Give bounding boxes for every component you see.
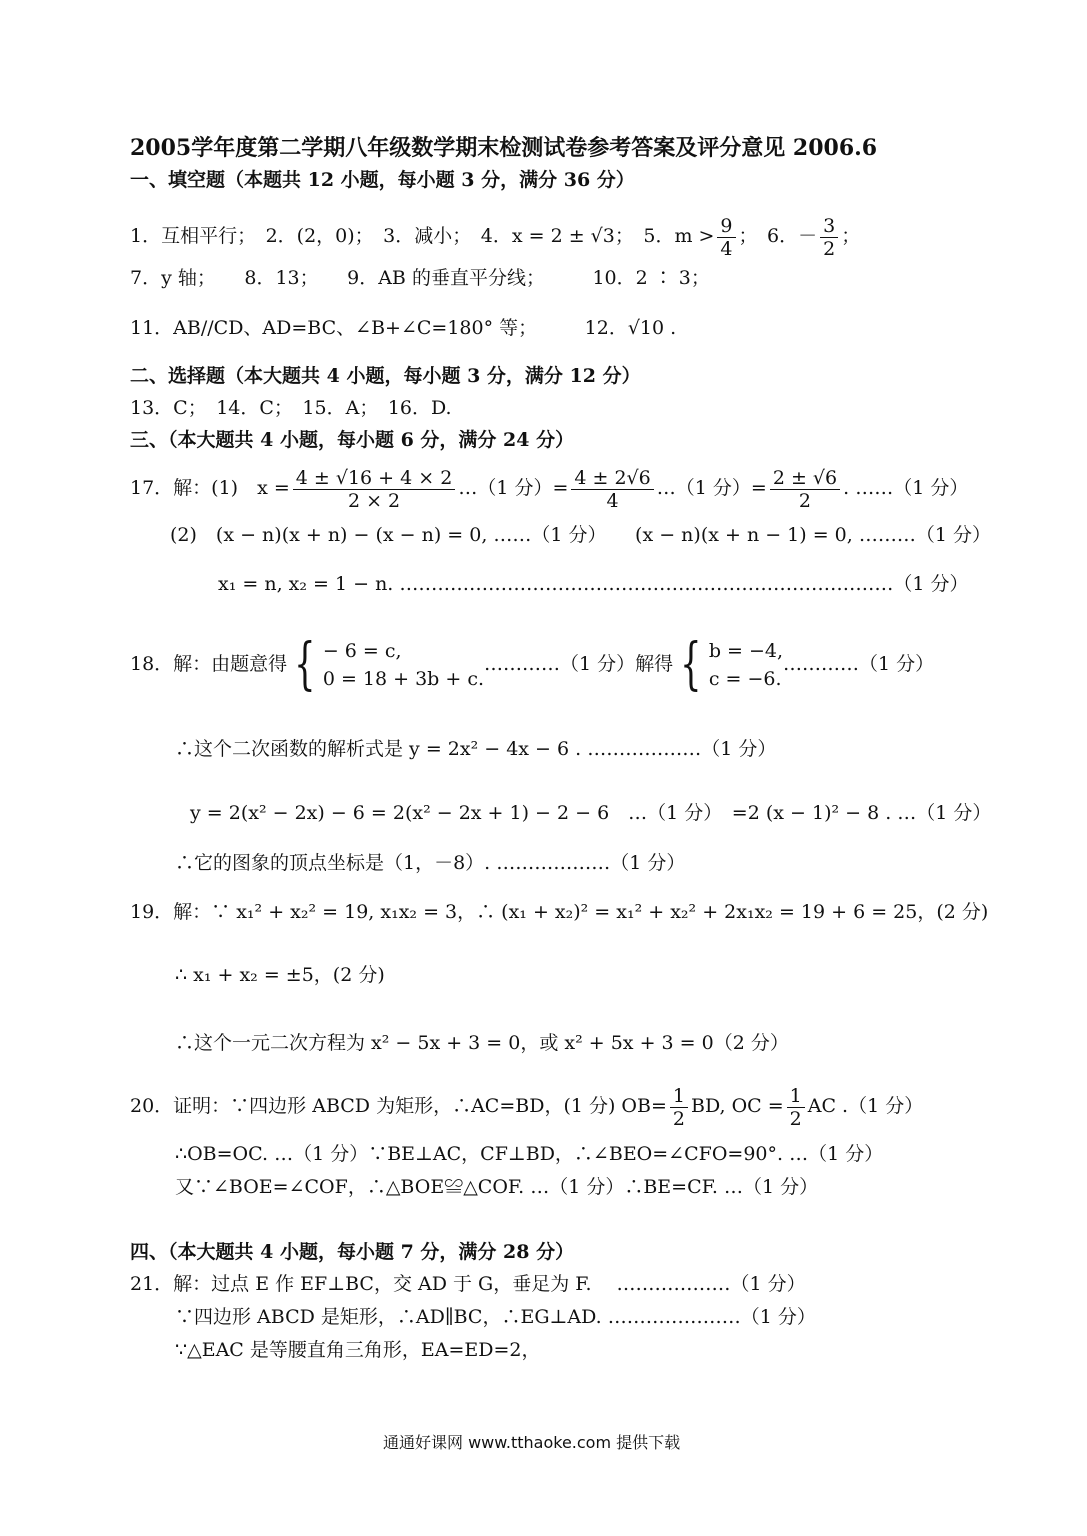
fraction-numerator: 9 [717, 215, 735, 238]
q18-system-2 [673, 632, 784, 697]
fraction-denominator: 2 [823, 237, 836, 260]
equation-row: c = −6. [708, 668, 782, 690]
q18-system-1 [287, 632, 485, 697]
q17-line2: (2) (x − n)(x + n) − (x − n) = 0, ……（1 分） (x − n)(x + n − 1) = 0, ………（1 分） [170, 524, 991, 546]
q17-prefix: 17．解：(1) x = [130, 477, 290, 499]
equation-row: 0 = 18 + 3b + c. [322, 668, 485, 690]
q18-line1 [130, 634, 934, 695]
section1-line2: 7．y 轴； 8．13； 9．AB 的垂直平分线； 10．2 ∶ 3； [130, 267, 710, 289]
q17-fraction-3 [770, 467, 840, 512]
section3-heading: 三、（本大题共 4 小题，每小题 6 分，满分 24 分） [130, 429, 575, 451]
answer-6-suffix: ； [841, 225, 861, 247]
q17-fraction-2 [571, 467, 653, 512]
section1-line3: 11．AB//CD、AD=BC、∠B+∠C=180° 等； 12．√10 . [130, 317, 677, 339]
fraction-numerator: 1 [670, 1085, 688, 1108]
page-title: 2005学年度第二学期八年级数学期末检测试卷参考答案及评分意见 2006.6 [130, 135, 878, 161]
fraction-denominator: 4 [606, 489, 619, 512]
q18-line4: ∴它的图象的顶点坐标是（1，－8）. ………………（1 分） [175, 852, 686, 874]
q20-line2: ∴OB=OC. …（1 分）∵BE⊥AC，CF⊥BD，∴∠BEO=∠CFO=90°. …（1 分） [175, 1143, 884, 1165]
section2-answers: 13．C； 14．C； 15．A； 16．D. [130, 397, 452, 419]
brace-icon: { [294, 632, 316, 697]
section2-heading: 二、选择题（本大题共 4 小题，每小题 3 分，满分 12 分） [130, 365, 641, 387]
q19-line2: ∴ x₁ + x₂ = ±5，(2 分) [175, 964, 385, 986]
answer-6-prefix: ； 6．－ [738, 225, 818, 247]
q18-line3: y = 2(x² − 2x) − 6 = 2(x² − 2x + 1) − 2 − 6 …（1 分） =2 (x − 1)² − 8 . …（1 分） [190, 802, 992, 824]
fraction-denominator: 4 [720, 237, 733, 260]
q18-step: …………（1 分）解得 [484, 653, 674, 675]
q17-step-3: . ……（1 分） [843, 477, 969, 499]
fraction-numerator: 4 ± √16 + 4 × 2 [293, 467, 456, 490]
fraction-numerator: 1 [787, 1085, 805, 1108]
fraction-numerator: 3 [820, 215, 838, 238]
equation-row: − 6 = c, [322, 640, 402, 662]
q21-line3: ∵△EAC 是等腰直角三角形，EA=ED=2， [175, 1339, 541, 1361]
q20-mid: BD, OC = [690, 1095, 784, 1117]
page-footer: 通通好课网 www.tthaoke.com 提供下载 [383, 1433, 681, 1452]
q20-suffix: AC .（1 分） [807, 1095, 924, 1117]
q17-step-1: …（1 分）= [458, 477, 569, 499]
q17-fraction-1 [293, 467, 456, 512]
fraction-numerator: 2 ± √6 [770, 467, 840, 490]
equation-row: b = −4, [708, 640, 784, 662]
q18-prefix: 18．解：由题意得 [130, 653, 288, 675]
fraction-denominator: 2 × 2 [347, 489, 401, 512]
q20-line1 [130, 1082, 923, 1130]
section1-heading: 一、填空题（本题共 12 小题，每小题 3 分，满分 36 分） [130, 169, 635, 191]
q20-fraction-2 [787, 1085, 805, 1130]
q20-prefix: 20．证明：∵四边形 ABCD 为矩形，∴AC=BD，(1 分) OB= [130, 1095, 667, 1117]
q20-line3: 又∵∠BOE=∠COF，∴△BOE≌△COF. …（1 分）∴BE=CF. …（1 分） [175, 1176, 819, 1198]
q19-line1: 19．解：∵ x₁² + x₂² = 19, x₁x₂ = 3，∴ (x₁ + x₂)² = x₁² + x₂² + 2x₁x₂ = 19 + 6 = 25，(2 分) [130, 901, 989, 923]
q17-line3: x₁ = n, x₂ = 1 − n. ……………………………………………………………………（1 分） [218, 573, 969, 595]
fraction-denominator: 2 [798, 489, 811, 512]
section1-line1 [130, 212, 860, 260]
q20-fraction-1 [670, 1085, 688, 1130]
brace-icon: { [680, 632, 702, 697]
fraction-denominator: 2 [672, 1107, 685, 1130]
q17-line1 [130, 464, 968, 512]
fraction-nine-quarters [717, 215, 735, 260]
q18-score: …………（1 分） [783, 653, 935, 675]
q17-step-2: …（1 分）= [656, 477, 767, 499]
fraction-numerator: 4 ± 2√6 [571, 467, 653, 490]
fraction-three-halves [820, 215, 838, 260]
section4-heading: 四、（本大题共 4 小题，每小题 7 分，满分 28 分） [130, 1241, 575, 1263]
q21-line2: ∵四边形 ABCD 是矩形，∴AD∥BC，∴EG⊥AD. …………………（1 分） [175, 1306, 816, 1328]
q19-line3: ∴这个一元二次方程为 x² − 5x + 3 = 0，或 x² + 5x + 3 = 0（2 分） [175, 1032, 789, 1054]
answers-1-5: 1．互相平行； 2．(2，0)； 3．减小； 4．x = 2 ± √3； 5．m > [130, 225, 715, 247]
q18-line2: ∴这个二次函数的解析式是 y = 2x² − 4x − 6 . ………………（1 分） [175, 738, 777, 760]
fraction-denominator: 2 [789, 1107, 802, 1130]
q21-line1: 21．解：过点 E 作 EF⊥BC，交 AD 于 G，垂足为 F. ………………（1 分） [130, 1273, 806, 1295]
